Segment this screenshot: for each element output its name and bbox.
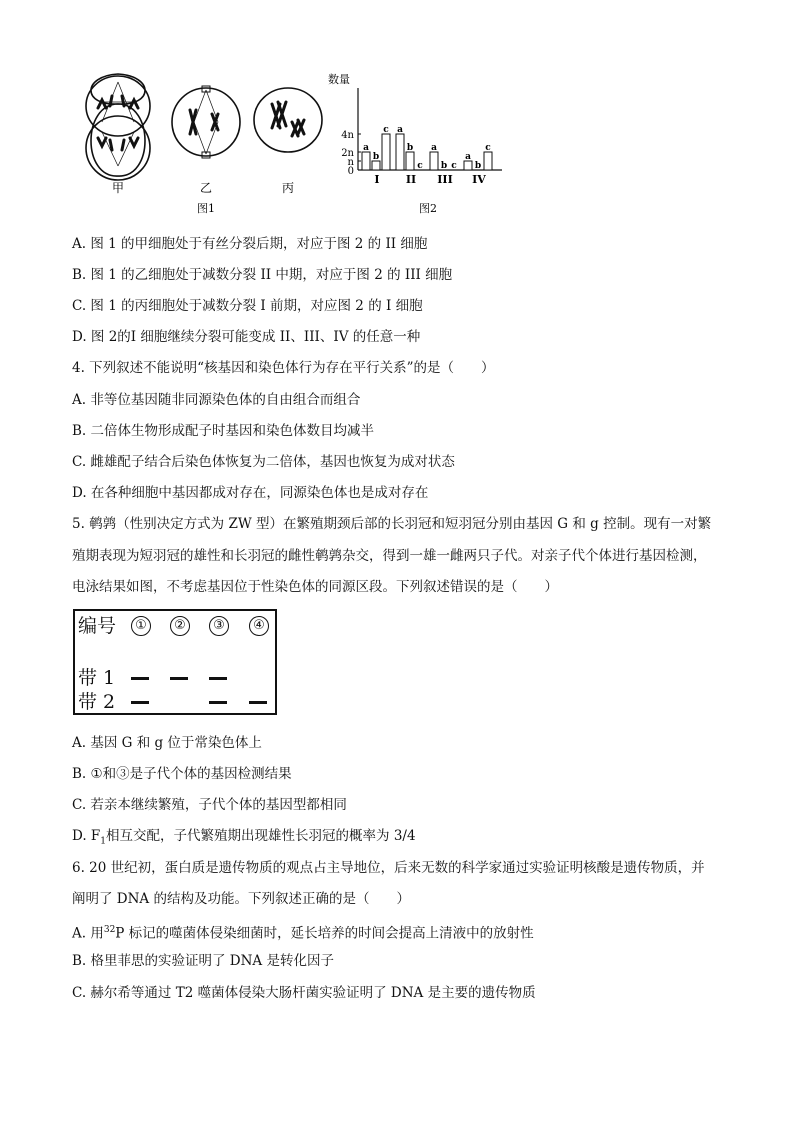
chart-bar-c bbox=[484, 152, 492, 170]
chart-bar-label: c bbox=[451, 161, 457, 171]
q5-option-d bbox=[72, 826, 416, 852]
chart-ytick-label: 2n bbox=[341, 148, 354, 159]
q4-stem: 4. 下列叙述不能说明“核基因和染色体行为存在平行关系”的是（ ） bbox=[72, 360, 495, 376]
cell-jia-label: 甲 bbox=[111, 181, 125, 195]
q5-option-b: B. ①和③是子代个体的基因检测结果 bbox=[72, 766, 292, 782]
chart-category-label: I bbox=[374, 173, 380, 186]
chart-bar-label: a bbox=[431, 143, 437, 153]
q5-option-a: A. 基因 G 和 g 位于常染色体上 bbox=[72, 735, 262, 751]
figure1-caption: 图1 bbox=[197, 202, 215, 215]
q5-stem-line2: 殖期表现为短羽冠的雄性和长羽冠的雌性鹌鹑杂交，得到一雄一雌两只子代。对亲子代个体进行基因检测， bbox=[72, 548, 707, 564]
q5-option-d-subscript: 1 bbox=[100, 836, 107, 847]
chart-category-label: IV bbox=[472, 173, 486, 186]
cell-yi-chromosomes bbox=[190, 110, 218, 134]
electrophoresis-table bbox=[73, 609, 277, 715]
q6-stem-line1: 6. 20 世纪初，蛋白质是遗传物质的观点占主导地位，后来无数的科学家通过实验证明核酸是遗传物质，并 bbox=[72, 860, 705, 876]
q4-option-a: A. 非等位基因随非同源染色体的自由组合而组合 bbox=[72, 392, 361, 408]
chart-bar-a bbox=[362, 152, 370, 170]
chart-bar-label: b bbox=[372, 152, 380, 162]
q5-option-d-prefix: D. F bbox=[72, 828, 101, 844]
gel-band2-label: 带 2 bbox=[78, 691, 116, 713]
gel-band-2 bbox=[249, 701, 267, 704]
chart-ylabel: 数量 bbox=[328, 73, 350, 86]
gel-band1-label: 带 1 bbox=[78, 667, 116, 689]
gel-header: 编号 bbox=[78, 615, 117, 637]
q6-option-b: B. 格里菲思的实验证明了 DNA 是转化因子 bbox=[72, 953, 334, 969]
chart-ytick-label: n bbox=[347, 157, 354, 168]
cell-yi-label: 乙 bbox=[199, 181, 213, 195]
gel-band-1 bbox=[131, 677, 149, 680]
q6-option-c: C. 赫尔希等通过 T2 噬菌体侵染大肠杆菌实验证明了 DNA 是主要的遗传物质 bbox=[72, 985, 536, 1001]
q3-option-d: D. 图 2的I 细胞继续分裂可能变成 II、III、IV 的任意一种 bbox=[72, 329, 421, 345]
cell-bing-label: 丙 bbox=[281, 181, 295, 195]
q3-option-c: C. 图 1 的丙细胞处于减数分裂 I 前期，对应图 2 的 I 细胞 bbox=[72, 298, 423, 314]
cell-yi-drawing bbox=[172, 86, 240, 158]
figures-svg bbox=[72, 66, 512, 218]
chart-bar-a bbox=[464, 161, 472, 170]
figure-area bbox=[72, 66, 512, 218]
gel-number-3: ③ bbox=[209, 616, 229, 636]
cell-bing-drawing bbox=[254, 88, 322, 152]
q5-stem-line1: 5. 鹌鹑（性别决定方式为 ZW 型）在繁殖期颈后部的长羽冠和短羽冠分别由基因 G 和 g 控制。现有一对繁 bbox=[72, 516, 712, 532]
q6-option-a bbox=[72, 920, 534, 944]
q4-option-b: B. 二倍体生物形成配子时基因和染色体数目均减半 bbox=[72, 423, 375, 439]
q5-option-d-text: 相互交配，子代繁殖期出现雄性长羽冠的概率为 3/4 bbox=[106, 828, 416, 844]
chart-bar-label: c bbox=[485, 143, 491, 153]
chart-ytick-label: 4n bbox=[341, 130, 354, 141]
cell-bing-chromosomes bbox=[272, 102, 304, 136]
q4-option-c: C. 雌雄配子结合后染色体恢复为二倍体，基因也恢复为成对状态 bbox=[72, 454, 455, 470]
chart-bar-label: c bbox=[417, 161, 423, 171]
gel-number-2: ② bbox=[170, 616, 190, 636]
chart-ytick-label: 0 bbox=[347, 166, 354, 177]
chart-bar-a bbox=[396, 134, 404, 170]
q6-option-a-prefix: A. 用 bbox=[72, 925, 104, 942]
q3-option-b: B. 图 1 的乙细胞处于减数分裂 II 中期，对应于图 2 的 III 细胞 bbox=[72, 267, 453, 283]
chart-bar-label: a bbox=[363, 143, 369, 153]
chart-bar-label: b bbox=[440, 161, 448, 171]
gel-band-2 bbox=[131, 701, 149, 704]
chart-category-label: II bbox=[405, 173, 417, 186]
chart-bar-label: a bbox=[465, 152, 471, 162]
chart-category-label: III bbox=[437, 173, 453, 186]
q5-stem-line3: 电泳结果如图，不考虑基因位于性染色体的同源区段。下列叙述错误的是（ ） bbox=[72, 579, 558, 595]
gel-number-4: ④ bbox=[249, 616, 269, 636]
gel-number-1: ① bbox=[131, 616, 151, 636]
gel-band-2 bbox=[209, 701, 227, 704]
q6-option-a-text: P 标记的噬菌体侵染细菌时，延长培养的时间会提高上清液中的放射性 bbox=[115, 925, 534, 942]
chart-bar-b bbox=[372, 161, 380, 170]
cell-jia-drawing bbox=[86, 74, 150, 180]
q4-option-d: D. 在各种细胞中基因都成对存在，同源染色体也是成对存在 bbox=[72, 485, 429, 501]
figure2-caption: 图2 bbox=[419, 202, 437, 215]
chart-bar-label: b bbox=[474, 161, 482, 171]
q6-option-a-superscript: 32 bbox=[103, 925, 116, 935]
gel-band-1 bbox=[170, 677, 188, 680]
chart-bar-c bbox=[382, 134, 390, 170]
q3-option-a: A. 图 1 的甲细胞处于有丝分裂后期，对应于图 2 的 II 细胞 bbox=[72, 236, 428, 252]
figure2-chart bbox=[328, 72, 502, 186]
q5-option-c: C. 若亲本继续繁殖，子代个体的基因型都相同 bbox=[72, 797, 347, 813]
q6-stem-line2: 阐明了 DNA 的结构及功能。下列叙述正确的是（ ） bbox=[72, 891, 410, 907]
chart-bar-label: c bbox=[383, 125, 389, 135]
chart-bar-a bbox=[430, 152, 438, 170]
chart-bar-label: a bbox=[397, 125, 403, 135]
chart-bar-b bbox=[406, 152, 414, 170]
gel-band-1 bbox=[209, 677, 227, 680]
chart-bar-label: b bbox=[406, 143, 414, 153]
